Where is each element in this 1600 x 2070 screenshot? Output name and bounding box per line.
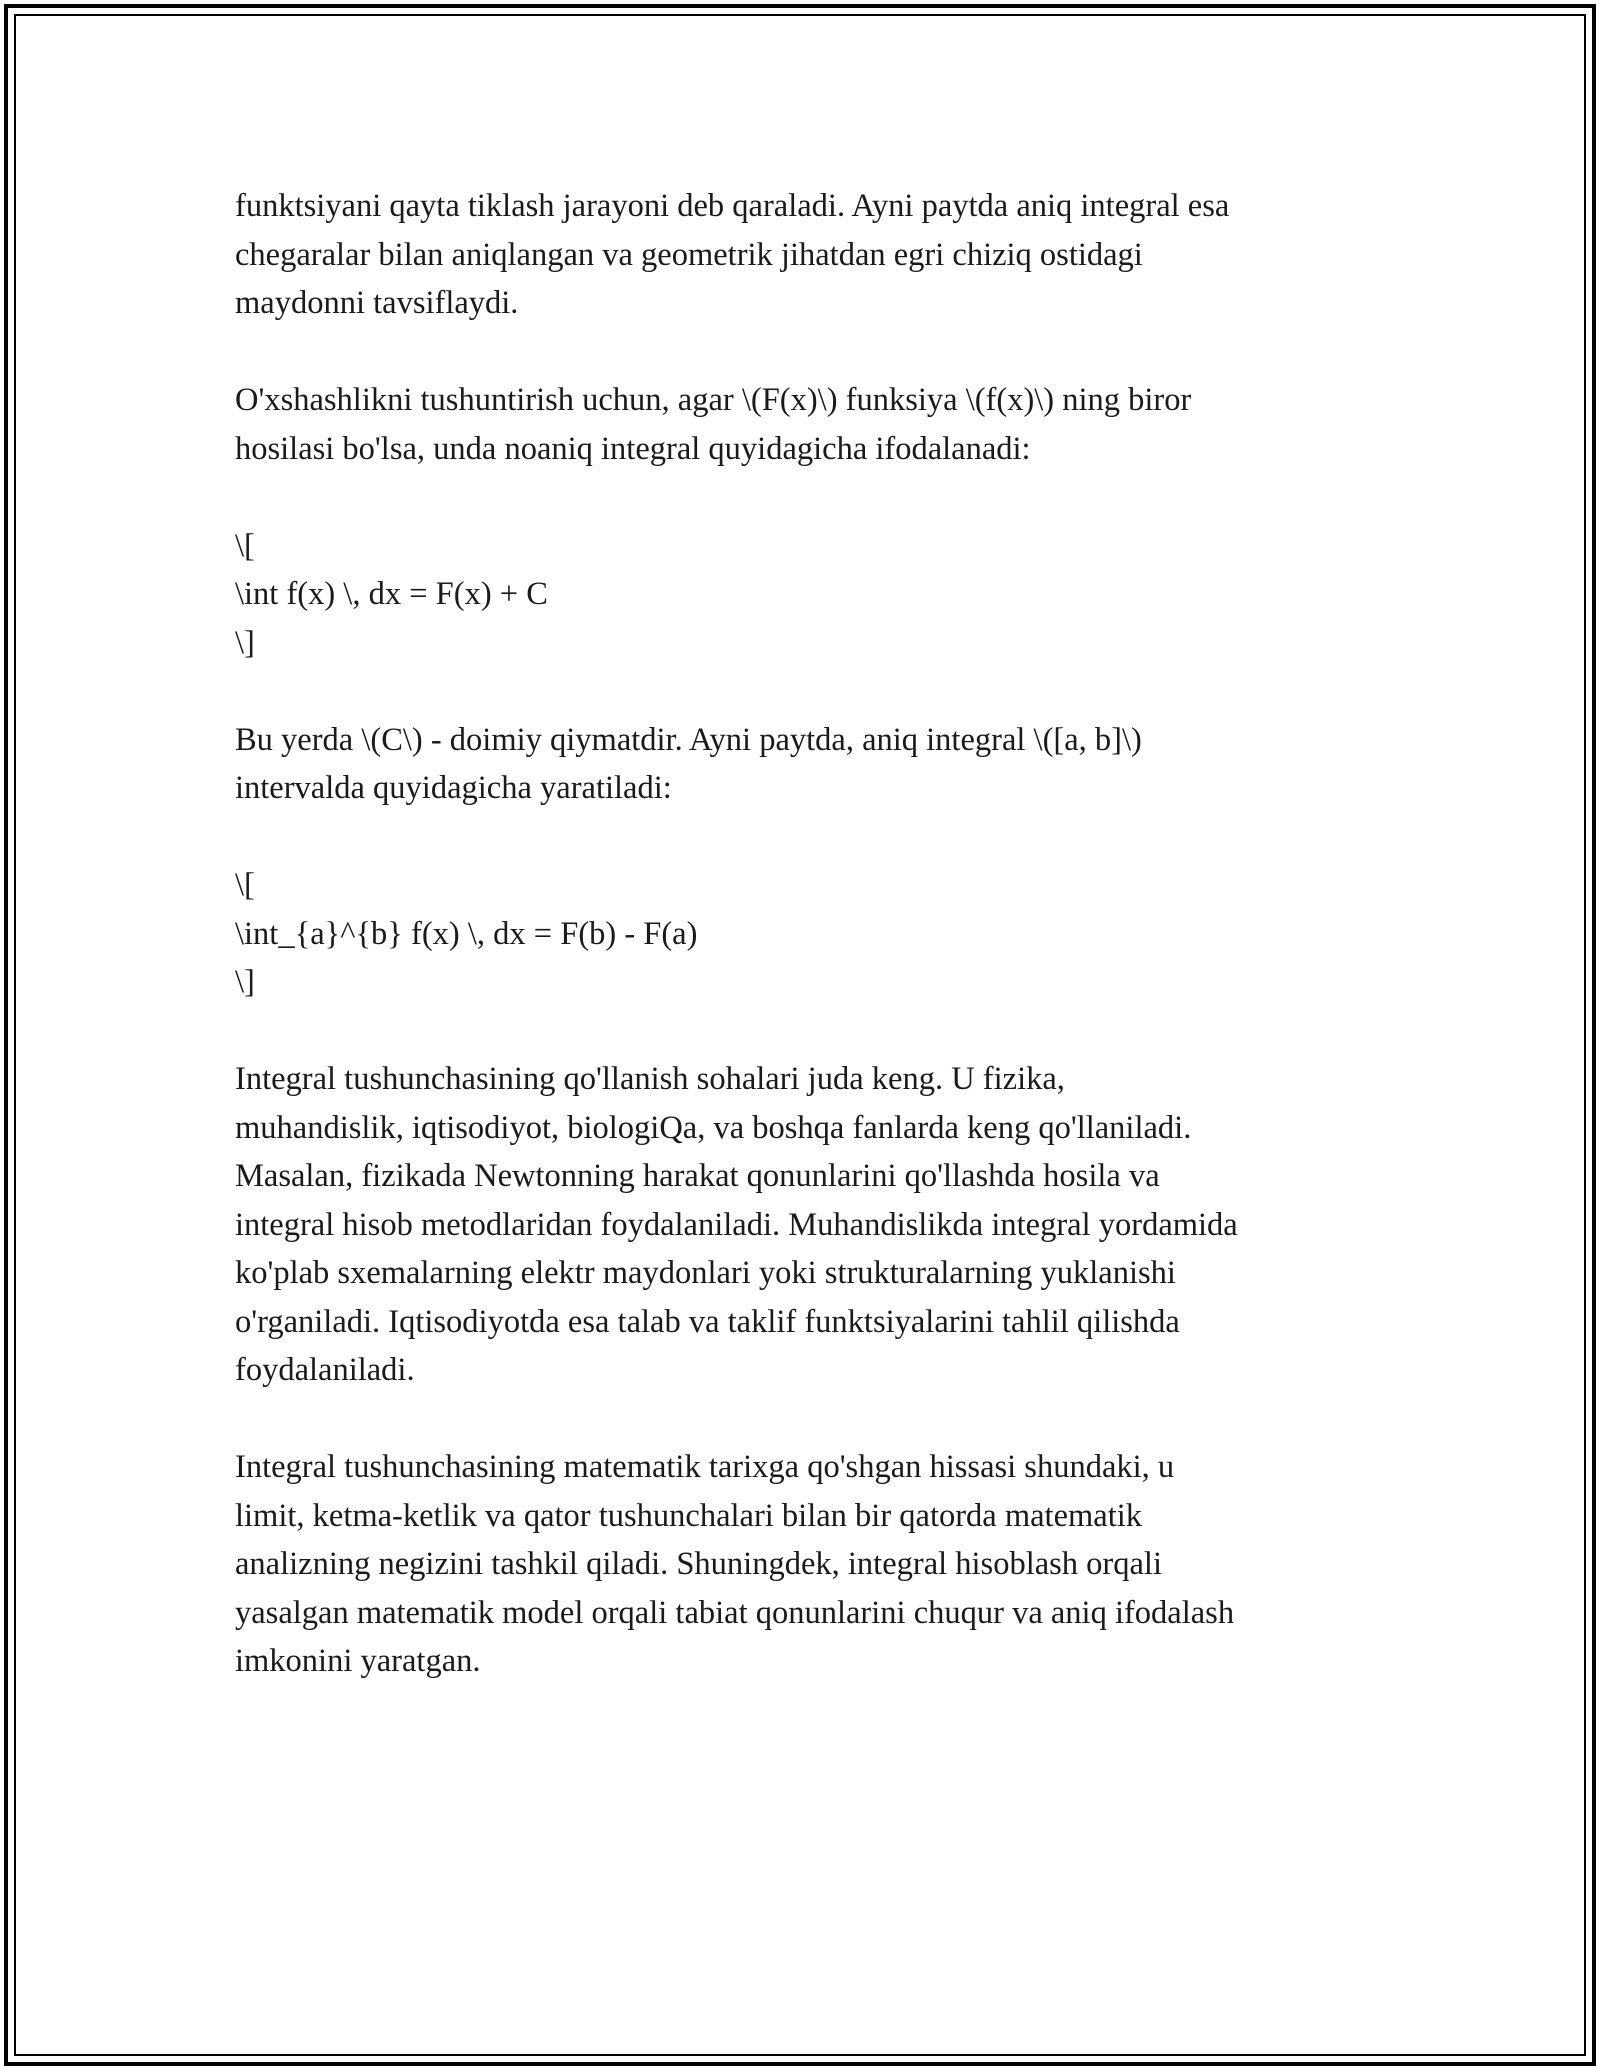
- formula-indefinite-integral: [235, 522, 1380, 668]
- paragraph-intro: funktsiyani qayta tiklash jarayoni deb qaraladi. Ayni paytda aniq integral esa chegaralar bilan aniqlangan va geometrik jihatdan egri chiziq ostidagi maydonni tavsiflaydi.: [235, 188, 1230, 321]
- formula-body: \int_{a}^{b} f(x) \, dx = F(b) - F(a): [235, 915, 698, 952]
- formula-close: \]: [235, 964, 255, 1000]
- paragraph-definite-integral: Bu yerda \(C\) - doimiy qiymatdir. Ayni paytda, aniq integral \([a, b]\) intervalda quyidagicha yaratiladi:: [235, 721, 1142, 806]
- paragraph-history: Integral tushunchasining matematik tarixga qo'shgan hissasi shundaki, u limit, ketma-ketlik va qator tushunchalari bilan bir qatorda matematik analizning negizini tashkil qiladi. Shuningdek, integral hisoblash orqali yasalgan matematik model orqali tabiat qonunlarini chuqur va aniq ifodalash imkonini yaratgan.: [235, 1449, 1235, 1679]
- formula-open: \[: [235, 527, 255, 564]
- formula-open: \[: [235, 867, 255, 903]
- document-body: [235, 182, 1380, 1734]
- formula-definite-integral: [235, 861, 1380, 1007]
- paragraph-applications: Integral tushunchasining qo'llanish sohalari juda keng. U fizika, muhandislik, iqtisodiyot, biologiQa, va boshqa fanlarda keng qo'llaniladi. Masalan, fizikada Newtonning harakat qonunlarini qo'llashda hosila va integral hisob metodlaridan foydalaniladi. Muhandislikda integral yordamida ko'plab sxemalarning elektr maydonlari yoki strukturalarning yuklanishi o'rganiladi. Iqtisodiyotda esa talab va taklif funktsiyalarini tahlil qilishda foydalaniladi.: [235, 1061, 1238, 1388]
- formula-close: \]: [235, 624, 255, 661]
- paragraph-indefinite-integral: O'xshashlikni tushuntirish uchun, agar \(F(x)\) funksiya \(f(x)\) ning biror hosilasi bo'lsa, unda noaniq integral quyidagicha ifodalanadi:: [235, 382, 1192, 467]
- formula-body: \int f(x) \, dx = F(x) + C: [235, 576, 548, 612]
